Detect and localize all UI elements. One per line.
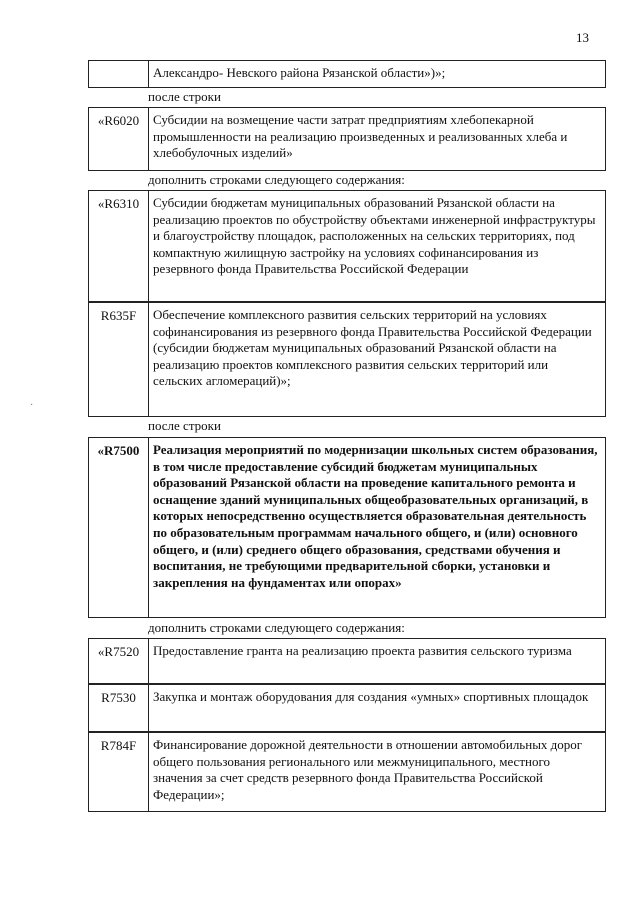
row-text: Финансирование дорожной деятельности в отношении автомобильных дорог общего пользования регионального или межмуниципального, местного значения за счет средств резервного фонда Правительства Российской Федерации»; [153,737,583,802]
page-number: 13 [576,30,589,45]
row-code: R7530 [89,685,149,731]
row-text: Субсидии на возмещение части затрат предприятиям хлебопекарной промышленности на реализацию произведенных и реализованных хлеба и хлебобулочных изделий» [153,112,568,161]
table-row [88,190,606,302]
row-code: R635F [89,303,149,416]
table-row [88,437,606,618]
row-code: R784F [89,733,149,811]
separator-after-row: после строки [148,418,221,433]
row-code: «R7520 [89,639,149,683]
row-text: Закупка и монтаж оборудования для создания «умных» спортивных площадок [153,689,589,704]
margin-mark: · [30,400,34,411]
table-row [88,732,606,812]
row-text: Обеспечение комплексного развития сельских территорий на условиях софинансирования из резервного фонда Правительства Российской Федерации (субсидии бюджетам муниципальных образований Рязанской области на реализацию проектов комплексного развития сельских территорий или сельских агломераций)»; [153,307,592,389]
row-text: Субсидии бюджетам муниципальных образований Рязанской области на реализацию проектов по обустройству объектами инженерной инфраструктуры и благоустройству площадок, расположенных на сельских территориях, под компактную жилищную застройку на условиях софинансирования из резервного фонда Правительства Российской Федерации [153,195,596,277]
row-code: «R6310 [89,191,149,301]
separator-after-row: после строки [148,89,221,104]
row-text: Реализация мероприятий по модернизации школьных систем образования, в том числе предоставление субсидий бюджетам муниципальных образований Рязанской области на проведение капитального ремонта и оснащение зданий муниципальных общеобразовательных организаций, в которых непосредственно осуществляется образовательная деятельность по образовательным программам начального общего, и (или) основного общего, и (или) среднего общего образования, средствами обучения и воспитания, не требующими предварительной сборки, установки и закрепления на фундаментах или опорах» [153,442,598,590]
table-row [88,638,606,684]
row-code [89,61,149,87]
separator-add-rows: дополнить строками следующего содержания: [148,620,405,635]
row-code: «R6020 [89,108,149,170]
row-text: Александро- Невского района Рязанской области»)»; [153,65,446,80]
table-row [88,684,606,732]
row-text: Предоставление гранта на реализацию проекта развития сельского туризма [153,643,572,658]
separator-add-rows: дополнить строками следующего содержания: [148,172,405,187]
table-row [88,107,606,171]
table-row [88,60,606,88]
table-row [88,302,606,417]
row-code: «R7500 [89,438,149,617]
